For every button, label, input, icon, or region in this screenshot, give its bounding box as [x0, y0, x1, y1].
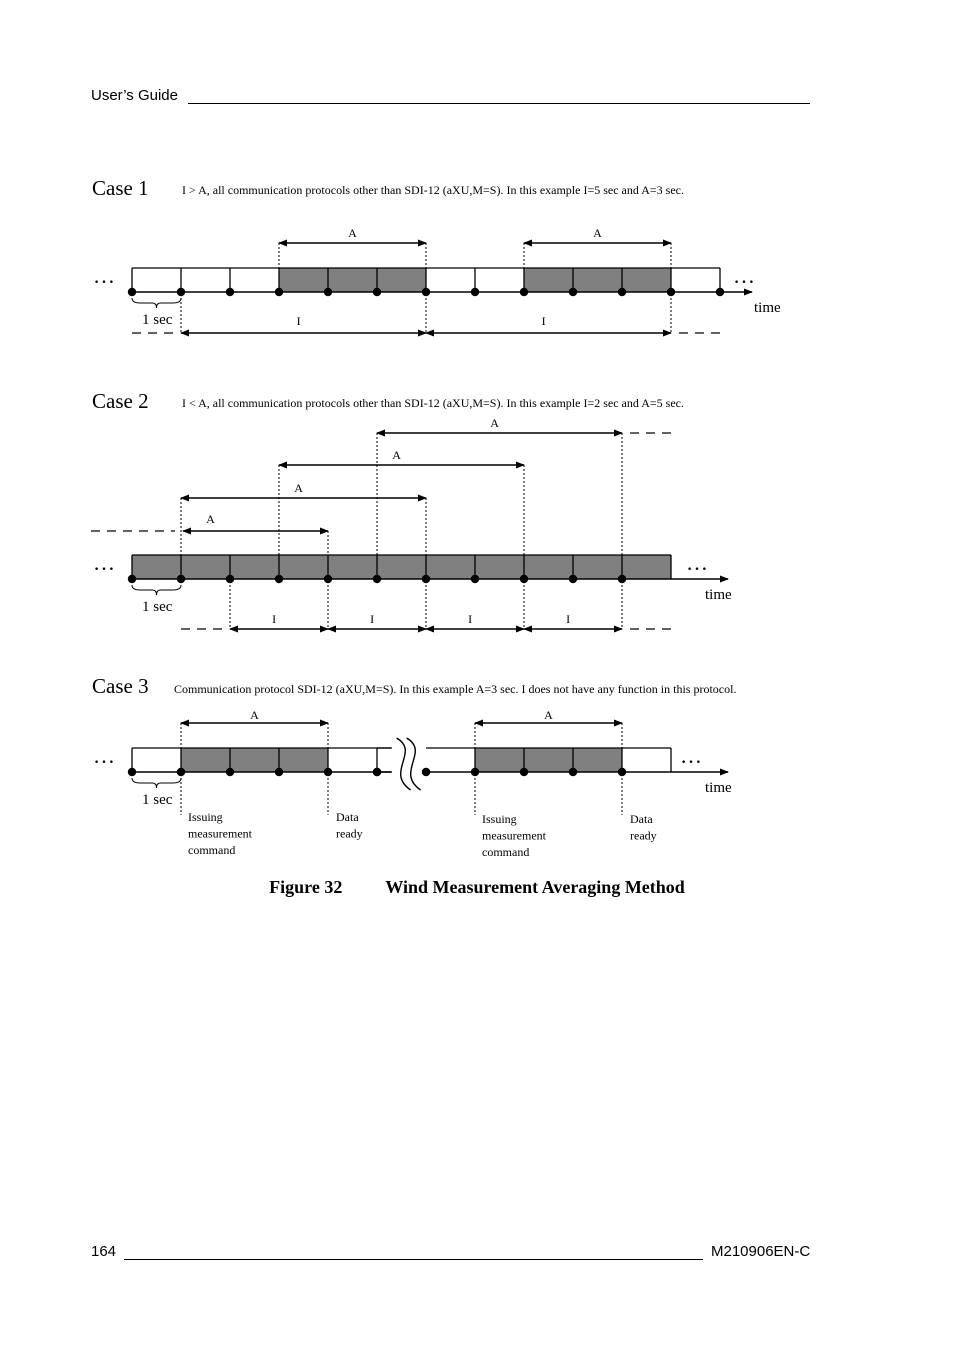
case2-title: Case 2: [92, 389, 149, 413]
case1-interval-label-1: I: [296, 314, 301, 328]
case3-tick-dot-3: [275, 768, 283, 776]
case2-tick-dot-0: [128, 575, 136, 583]
case3-tick-dot-8: [520, 768, 528, 776]
case1-tick-dot-9: [569, 288, 577, 296]
case3-tick-dot-2: [226, 768, 234, 776]
case3-tick-dot-1: [177, 768, 185, 776]
case3-data-ready-note-2-line-1: ready: [630, 828, 657, 843]
case2-interval-label-3: I: [468, 612, 473, 626]
case1-tick-dot-3: [275, 288, 283, 296]
case3-ellipsis-right: …: [680, 743, 702, 768]
case1-interval-label-2: I: [541, 314, 546, 328]
footer-page-number: [91, 1243, 116, 1260]
case2-tick-dot-2: [226, 575, 234, 583]
case3-issuing-note-2-line-1: measurement: [482, 828, 546, 843]
case3-averaging-label-1: A: [250, 708, 259, 722]
case2-time-label: time: [705, 587, 732, 603]
case3-one-sec-brace: [132, 778, 181, 788]
case2-ellipsis-left: …: [93, 550, 115, 575]
case1-time-label: time: [754, 300, 781, 316]
case2-shaded-block-0: [132, 555, 671, 579]
case2-averaging-label-1: A: [206, 512, 215, 526]
case2-tick-dot-7: [471, 575, 479, 583]
case3-tick-dot-7: [471, 768, 479, 776]
page-number: 164: [91, 1243, 117, 1260]
case1-tick-dot-0: [128, 288, 136, 296]
case1-tick-dot-2: [226, 288, 234, 296]
case2-one-sec-label: 1 sec: [142, 599, 173, 615]
case2-tick-dot-10: [618, 575, 626, 583]
case2-one-sec-brace: [132, 585, 181, 595]
case2-averaging-label-2: A: [294, 481, 303, 495]
case3-title: Case 3: [92, 674, 149, 698]
case1-ellipsis-right: …: [733, 263, 755, 288]
case2-interval-label-4: I: [566, 612, 571, 626]
case1-tick-dot-7: [471, 288, 479, 296]
case1-shaded-block-1: [524, 268, 671, 292]
case1-averaging-label-2: A: [593, 226, 602, 240]
case1-one-sec-label: 1 sec: [142, 312, 173, 328]
case1-tick-dot-11: [667, 288, 675, 296]
case2-averaging-label-3: A: [392, 448, 401, 462]
case1-shaded-block-0: [279, 268, 426, 292]
case2-tick-dot-3: [275, 575, 283, 583]
case3-tick-dot-5b: [373, 768, 381, 776]
case3-averaging-label-2: A: [544, 708, 553, 722]
case3-description: Communication protocol SDI-12 (aXU,M=S). In this example A=3 sec. I does not have any function in this protocol.: [174, 682, 737, 696]
case2-tick-dot-1: [177, 575, 185, 583]
footer-rule: [124, 1259, 703, 1260]
case1-tick-dot-4: [324, 288, 332, 296]
header-title: User’s Guide: [91, 87, 178, 104]
case3-timeline-break-gap: [392, 745, 428, 795]
case2-interval-label-2: I: [370, 612, 375, 626]
case3-time-label: time: [705, 780, 732, 796]
case1-tick-dot-5: [373, 288, 381, 296]
case2-tick-dot-5: [373, 575, 381, 583]
case3-tick-dot-6b: [422, 768, 430, 776]
case3-issuing-note-2-line-0: Issuing: [482, 812, 517, 826]
case2-tick-dot-4: [324, 575, 332, 583]
case2-averaging-label-4: A: [490, 416, 499, 430]
figure-number: Figure 32: [269, 877, 343, 897]
case2-tick-dot-6: [422, 575, 430, 583]
case1-averaging-label-1: A: [348, 226, 357, 240]
case3-tick-dot-9: [569, 768, 577, 776]
figure-title: Wind Measurement Averaging Method: [385, 877, 685, 897]
case1-one-sec-brace: [132, 298, 181, 308]
case3-one-sec-label: 1 sec: [142, 792, 173, 808]
case2-description: I < A, all communication protocols other than SDI-12 (aXU,M=S). In this example I=2 sec and A=5 sec.: [182, 396, 684, 410]
case3-issuing-note-2-line-2: command: [482, 845, 530, 859]
case3-issuing-note-1-line-2: command: [188, 843, 236, 857]
case3-data-ready-note-1-line-1: ready: [336, 826, 363, 841]
case3-data-ready-note-1-line-0: Data: [336, 810, 359, 824]
case1-ellipsis-left: …: [93, 263, 115, 288]
case2-interval-label-1: I: [272, 612, 277, 626]
case1-tick-dot-1: [177, 288, 185, 296]
case3-tick-dot-0: [128, 768, 136, 776]
case2-tick-dot-8: [520, 575, 528, 583]
footer-doc-code: M210906EN-C: [711, 1243, 811, 1260]
case1-tick-dot-8: [520, 288, 528, 296]
case2-tick-dot-9: [569, 575, 577, 583]
case1-tick-dot-10: [618, 288, 626, 296]
figure-caption: [0, 877, 954, 898]
case3-issuing-note-1-line-0: Issuing: [188, 810, 223, 824]
case3-shaded-block-1: [475, 748, 622, 772]
case1-description: I > A, all communication protocols other than SDI-12 (aXU,M=S). In this example I=5 sec and A=3 sec.: [182, 183, 684, 197]
case3-issuing-note-1-line-1: measurement: [188, 826, 252, 841]
case1-tick-dot-6: [422, 288, 430, 296]
case3-tick-dot-4: [324, 768, 332, 776]
case3-ellipsis-left: …: [93, 743, 115, 768]
case2-ellipsis-right: …: [686, 550, 708, 575]
case3-data-ready-note-2-line-0: Data: [630, 812, 653, 826]
case3-shaded-block-0: [181, 748, 328, 772]
case1-title: Case 1: [92, 176, 149, 200]
case1-tick-dot-12: [716, 288, 724, 296]
case3-tick-dot-10: [618, 768, 626, 776]
